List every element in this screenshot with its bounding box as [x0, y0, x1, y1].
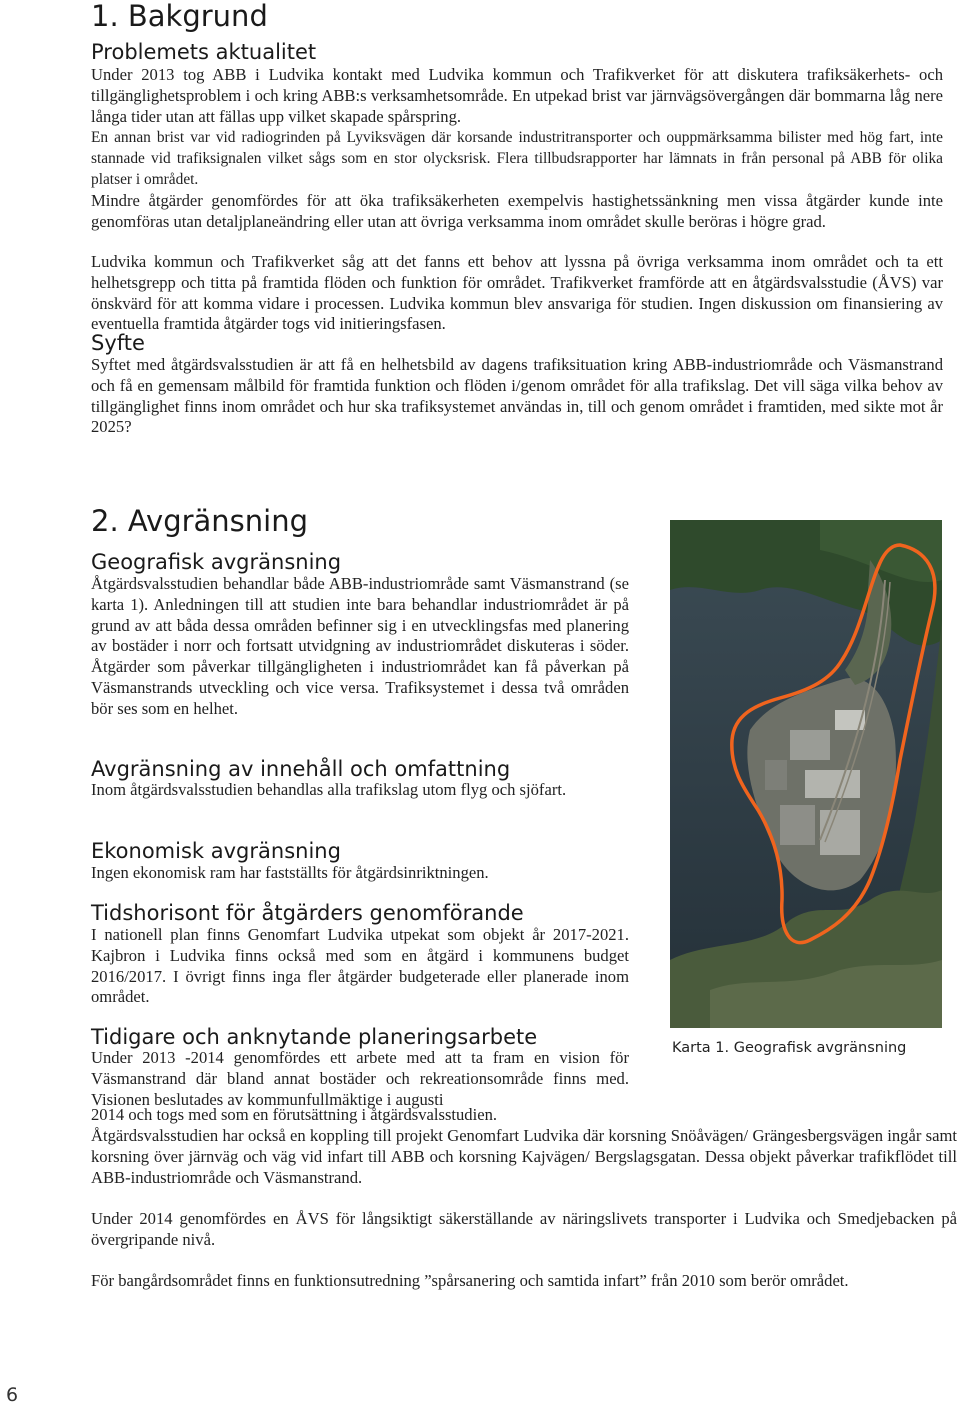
paragraph-tidigare-1: Under 2013 -2014 genomfördes ett arbete med att ta fram en vision för Väsmanstrand där bland annat bostäder och rekreationsområde finns med. Visionen beslutades av kommunfullmäktige i augusti: [91, 1048, 629, 1109]
page-number: 6: [6, 1384, 19, 1406]
paragraph-ludvika-trafikverket: Ludvika kommun och Trafikverket såg att det fanns ett behov att lyssna på övriga verksamma inom området och ta ett helhetsgrepp och titta på framtida flöden och funktion för området. Trafikverket framförde att en åtgärdsvalsstudie (ÅVS) var önskvärd för att komma vidare i processen. Ludvika kommun blev ansvariga för studien. Ingen diskussion om finansiering av eventuella framtida åtgärder togs vid initieringsfasen.: [91, 252, 943, 334]
heading-bakgrund: 1. Bakgrund: [91, 0, 268, 33]
paragraph-tidshorisont: I nationell plan finns Genomfart Ludvika utpekat som objekt år 2017-2021. Kajbron i Ludvika finns också med som en åtgärd i kommunens budget 2016/2017. I övrigt finns inga fler åtgärder budgeterade eller planerade inom området.: [91, 925, 629, 1007]
paragraph-aktualitet: [91, 65, 943, 127]
paragraph-avs-2014: Under 2014 genomfördes en ÅVS för långsiktigt säkerställande av näringslivets transporter i Ludvika och Smedjebacken på övergripande nivå.: [91, 1209, 957, 1249]
paragraph-bangard: För bangårdsområdet finns en funktionsutredning ”spårsanering och samtida infart” från 2010 som berör området.: [91, 1271, 849, 1290]
subheading-geografisk-avgransning: Geografisk avgränsning: [91, 550, 342, 574]
subheading-problemets-aktualitet: Problemets aktualitet: [91, 40, 317, 64]
map-caption: Karta 1. Geografisk avgränsning: [672, 1040, 907, 1056]
paragraph-aktualitet-part-c: Mindre åtgärder genomfördes för att öka trafiksäkerheten exempelvis hastighetssänkning men vissa åtgärder kunde inte genomföras utan detaljplaneändring eller utan att övriga verksamma inom området skulle beröras i högre grad.: [91, 191, 943, 231]
subheading-innehall-omfattning: Avgränsning av innehåll och omfattning: [91, 757, 511, 781]
paragraph-aktualitet-part-a: Under 2013 tog ABB i Ludvika kontakt med Ludvika kommun och Trafikverket för att diskutera trafiksäkerhets- och tillgänglighetsproblem i och kring ABB:s verksamhetsområde. En utpekad brist var järnvägsövergången där bommarna låg nere långa tider utan att fällas upp vilket skapade spårspring.: [91, 65, 943, 126]
map-aerial-image: [670, 520, 942, 1028]
subheading-tidigare-planeringsarbete: Tidigare och anknytande planeringsarbete: [91, 1025, 538, 1049]
paragraph-koppling: Åtgärdsvalsstudien har också en koppling till projekt Genomfart Ludvika där korsning Snöåvägen/ Grängesbergsvägen ingår samt korsning över järnväg och väg vid infart till ABB och korsning Kajvägen/ Bergslagsgatan. Dessa objekt påverkar trafikflödet till ABB-industriområde och Väsmanstrand.: [91, 1126, 957, 1187]
heading-avgransning: 2. Avgränsning: [91, 504, 309, 538]
subheading-tidshorisont: Tidshorisont för åtgärders genomförande: [91, 901, 524, 925]
paragraph-aktualitet-part-b: En annan brist var vid radiogrinden på Lyviksvägen där korsande industritransporter och ouppmärksamma bilister med hög fart, inte stannade vid trafiksignalen vilket sågs som en stor olycksrisk. Flera tillbudsrapporter har lämnats in från personal på ABB för olika platser i området.: [91, 129, 943, 188]
subheading-syfte: Syfte: [91, 331, 145, 355]
aerial-photo-illustration: [670, 520, 942, 1028]
paragraph-syfte: Syftet med åtgärdsvalsstudien är att få en helhetsbild av dagens trafiksituation kring ABB-industriområde och Väsmanstrand och få en gemensam målbild för framtida funktion och flöden i/genom området för alla trafikslag. Det vill säga vilka behov av tillgänglighet finns inom området och hur ska trafiksystemet användas in, till och genom området i framtiden, med sikte mot år 2025?: [91, 355, 943, 437]
paragraph-geografisk: Åtgärdsvalsstudien behandlar både ABB-industriområde samt Väsmanstrand (se karta 1). Anledningen till att studien inte bara behandlar industriområdet är på grund av att båda dessa områden befinner sig i en utvecklingsfas med planering av bostäder i norr och fortsatt utvidgning av industriområdet diskuteras i söder. Åtgärder som påverkar tillgängligheten i industriområdet kan få påverkan på Väsmanstrands utveckling och vice versa. Trafiksystemet i dessa två områden bör ses som en helhet.: [91, 574, 629, 718]
paragraph-ekonomisk: Ingen ekonomisk ram har fastställts för åtgärdsinriktningen.: [91, 863, 489, 882]
paragraph-innehall: Inom åtgärdsvalsstudien behandlas alla trafikslag utom flyg och sjöfart.: [91, 780, 567, 799]
subheading-ekonomisk-avgransning: Ekonomisk avgränsning: [91, 839, 341, 863]
paragraph-tidigare-2: 2014 och togs med som en förutsättning i åtgärdsvalsstudien.: [91, 1105, 498, 1124]
